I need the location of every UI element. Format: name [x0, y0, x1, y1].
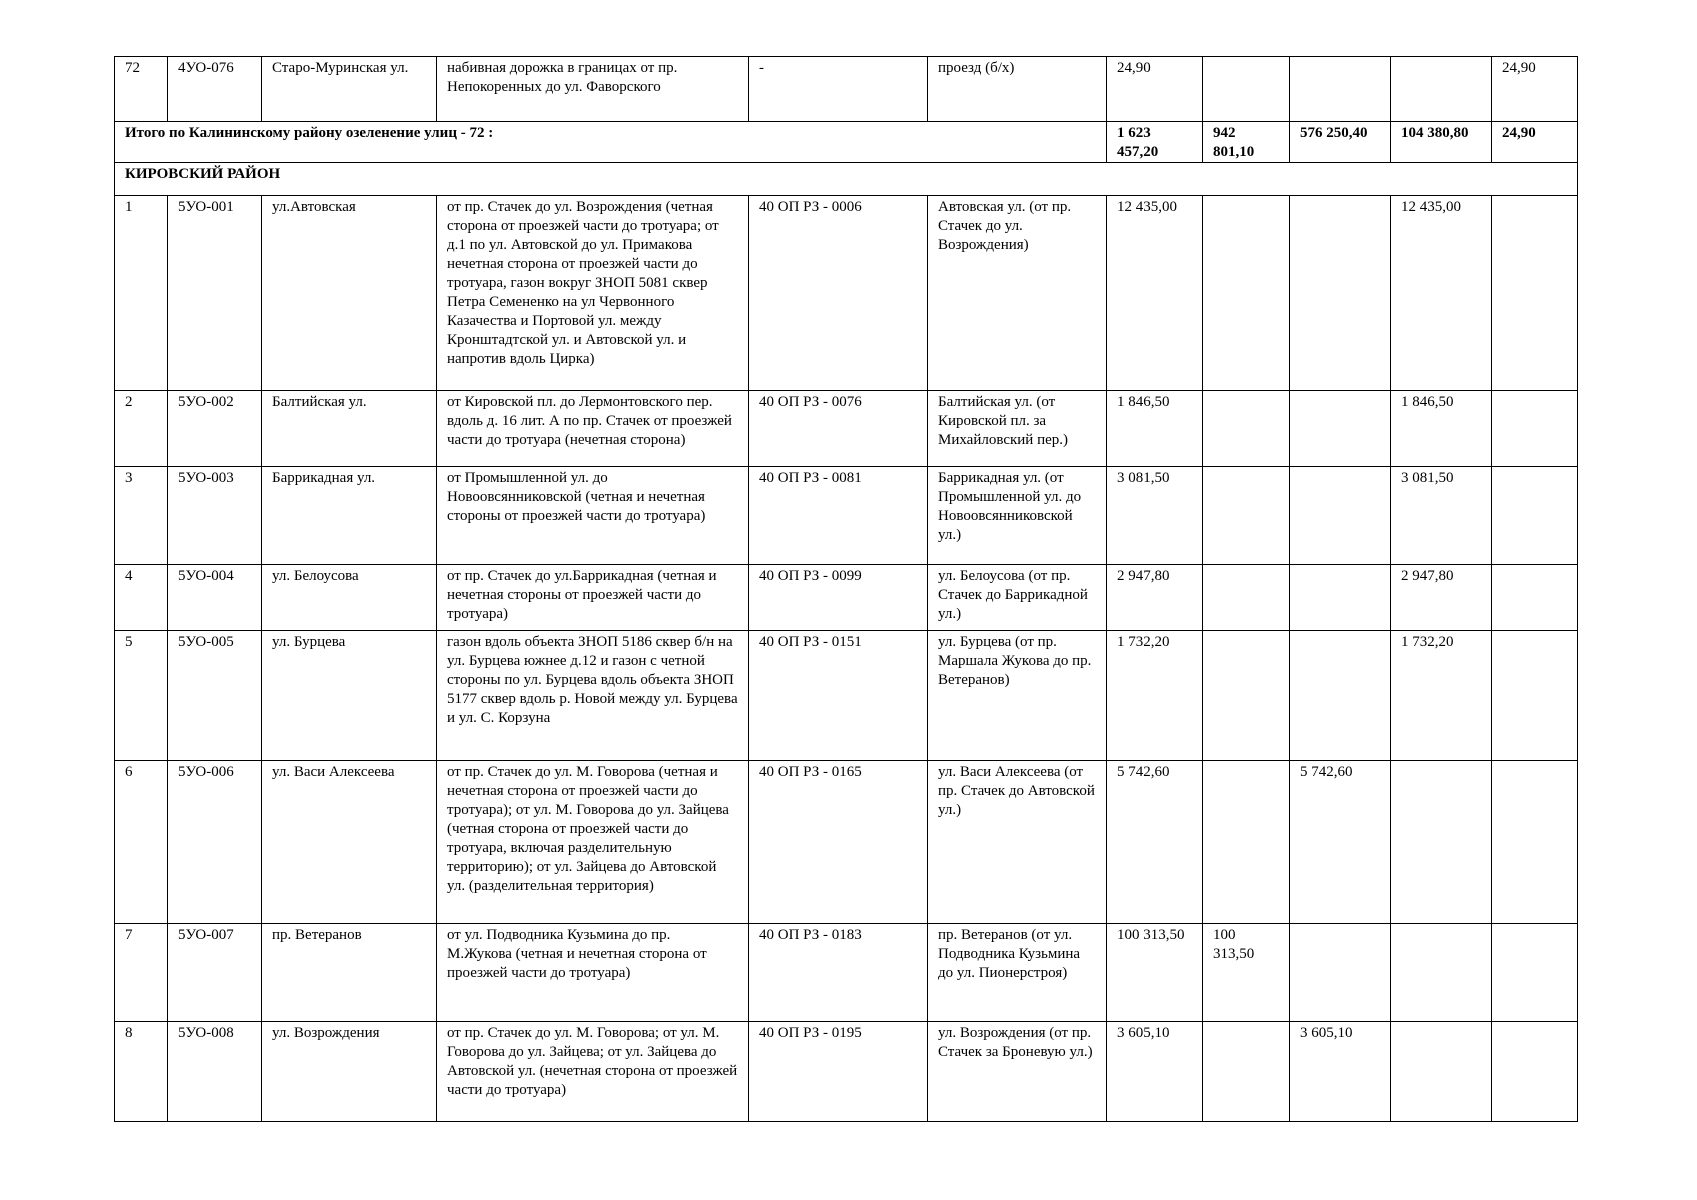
- total-area: 3 081,50: [1107, 467, 1203, 565]
- object-code: 5УО-003: [168, 467, 262, 565]
- row-number: 6: [115, 761, 168, 924]
- street-name: пр. Ветеранов: [262, 924, 437, 1022]
- area-col-3: 1 846,50: [1391, 391, 1492, 467]
- street-name: ул. Бурцева: [262, 631, 437, 761]
- area-col-2: [1290, 57, 1391, 122]
- area-col-4: [1492, 196, 1578, 391]
- road-name: пр. Ветеранов (от ул. Подводника Кузьмина до ул. Пионерстроя): [928, 924, 1107, 1022]
- section-title: КИРОВСКИЙ РАЙОН: [115, 163, 1578, 196]
- row-number: 5: [115, 631, 168, 761]
- object-code: 5УО-008: [168, 1022, 262, 1122]
- total-area: 3 605,10: [1107, 1022, 1203, 1122]
- street-name: Балтийская ул.: [262, 391, 437, 467]
- row-number: 1: [115, 196, 168, 391]
- object-code: 5УО-006: [168, 761, 262, 924]
- area-col-2: [1290, 391, 1391, 467]
- area-col-1: [1203, 57, 1290, 122]
- area-col-3: 2 947,80: [1391, 565, 1492, 631]
- description: от Кировской пл. до Лермонтовского пер. вдоль д. 16 лит. А по пр. Стачек от проезжей части до тротуара (нечетная сторона): [437, 391, 749, 467]
- row-number: 4: [115, 565, 168, 631]
- row-number: 7: [115, 924, 168, 1022]
- area-col-4: [1492, 631, 1578, 761]
- road-name: ул. Васи Алексеева (от пр. Стачек до Автовской ул.): [928, 761, 1107, 924]
- total-label: Итого по Калининскому району озеленение улиц - 72 :: [115, 122, 1107, 163]
- street-name: Старо-Муринская ул.: [262, 57, 437, 122]
- object-code: 5УО-002: [168, 391, 262, 467]
- area-col-2: [1290, 196, 1391, 391]
- road-code: 40 ОП РЗ - 0099: [749, 565, 928, 631]
- area-col-1: 100 313,50: [1203, 924, 1290, 1022]
- table-row: [115, 467, 1578, 565]
- area-col-1: [1203, 631, 1290, 761]
- description: от пр. Стачек до ул.Баррикадная (четная и нечетная стороны от проезжей части до тротуара): [437, 565, 749, 631]
- area-col-1: [1203, 761, 1290, 924]
- area-col-2: [1290, 565, 1391, 631]
- object-code: 5УО-007: [168, 924, 262, 1022]
- table-row: [115, 391, 1578, 467]
- table-row: [115, 565, 1578, 631]
- area-col-4: [1492, 761, 1578, 924]
- area-col-3: 3 081,50: [1391, 467, 1492, 565]
- row-number: 8: [115, 1022, 168, 1122]
- street-name: ул. Васи Алексеева: [262, 761, 437, 924]
- area-col-4: 24,90: [1492, 57, 1578, 122]
- area-col-3: [1391, 761, 1492, 924]
- area-col-4: [1492, 565, 1578, 631]
- area-col-4: [1492, 467, 1578, 565]
- road-name: ул. Белоусова (от пр. Стачек до Баррикадной ул.): [928, 565, 1107, 631]
- road-name: Баррикадная ул. (от Промышленной ул. до Новоовсянниковской ул.): [928, 467, 1107, 565]
- area-col-4: [1492, 1022, 1578, 1122]
- road-name: проезд (б/х): [928, 57, 1107, 122]
- total-col-2: 576 250,40: [1290, 122, 1391, 163]
- section-row: [115, 163, 1578, 196]
- area-col-1: [1203, 467, 1290, 565]
- greening-table: [114, 56, 1578, 1122]
- total-area: 12 435,00: [1107, 196, 1203, 391]
- table-row: [115, 196, 1578, 391]
- description: от пр. Стачек до ул. М. Говорова; от ул. М. Говорова до ул. Зайцева; от ул. Зайцева до Автовской ул. (нечетная сторона от проезжей части до тротуара): [437, 1022, 749, 1122]
- street-name: ул.Автовская: [262, 196, 437, 391]
- row-number: 72: [115, 57, 168, 122]
- area-col-2: 3 605,10: [1290, 1022, 1391, 1122]
- object-code: 5УО-001: [168, 196, 262, 391]
- road-code: 40 ОП РЗ - 0195: [749, 1022, 928, 1122]
- description: от пр. Стачек до ул. М. Говорова (четная и нечетная сторона от проезжей части до тротуара); от ул. М. Говорова до ул. Зайцева (четная сторона от проезжей части до тротуара, включая разделительную территорию); от ул. Зайцева до Автовской ул. (разделительная территория): [437, 761, 749, 924]
- area-col-2: [1290, 631, 1391, 761]
- row-number: 3: [115, 467, 168, 565]
- road-code: 40 ОП РЗ - 0151: [749, 631, 928, 761]
- road-code: -: [749, 57, 928, 122]
- table-row: [115, 924, 1578, 1022]
- area-col-1: [1203, 1022, 1290, 1122]
- road-code: 40 ОП РЗ - 0183: [749, 924, 928, 1022]
- total-area: 2 947,80: [1107, 565, 1203, 631]
- table-row: [115, 1022, 1578, 1122]
- description: от ул. Подводника Кузьмина до пр. М.Жукова (четная и нечетная сторона от проезжей части до тротуара): [437, 924, 749, 1022]
- total-area: 1 846,50: [1107, 391, 1203, 467]
- total-col-3: 104 380,80: [1391, 122, 1492, 163]
- area-col-3: [1391, 57, 1492, 122]
- street-name: ул. Белоусова: [262, 565, 437, 631]
- area-col-2: [1290, 467, 1391, 565]
- table-row: [115, 57, 1578, 122]
- total-area: 1 732,20: [1107, 631, 1203, 761]
- street-name: Баррикадная ул.: [262, 467, 437, 565]
- area-col-3: 12 435,00: [1391, 196, 1492, 391]
- street-name: ул. Возрождения: [262, 1022, 437, 1122]
- district-total-row: [115, 122, 1578, 163]
- road-name: ул. Бурцева (от пр. Маршала Жукова до пр. Ветеранов): [928, 631, 1107, 761]
- description: газон вдоль объекта ЗНОП 5186 сквер б/н на ул. Бурцева южнее д.12 и газон с четной стороны по ул. Бурцева вдоль объекта ЗНОП 5177 сквер вдоль р. Новой между ул. Бурцева и ул. С. Корзуна: [437, 631, 749, 761]
- total-area: 24,90: [1107, 57, 1203, 122]
- total-col-4: 24,90: [1492, 122, 1578, 163]
- total-col-1: 942 801,10: [1203, 122, 1290, 163]
- road-code: 40 ОП РЗ - 0076: [749, 391, 928, 467]
- road-code: 40 ОП РЗ - 0081: [749, 467, 928, 565]
- area-col-2: [1290, 924, 1391, 1022]
- object-code: 5УО-004: [168, 565, 262, 631]
- total-sum: 1 623 457,20: [1107, 122, 1203, 163]
- area-col-3: 1 732,20: [1391, 631, 1492, 761]
- area-col-4: [1492, 391, 1578, 467]
- description: от пр. Стачек до ул. Возрождения (четная сторона от проезжей части до тротуара; от д.1 по ул. Автовской до ул. Примакова нечетная сторона от проезжей части до тротуара, газон вокруг ЗНОП 5081 сквер Петра Семененко на ул Червонного Казачества и Портовой ул. между Кронштадтской ул. и Автовской ул. и напротив вдоль Цирка): [437, 196, 749, 391]
- area-col-4: [1492, 924, 1578, 1022]
- object-code: 5УО-005: [168, 631, 262, 761]
- table-row: [115, 761, 1578, 924]
- description: от Промышленной ул. до Новоовсянниковской (четная и нечетная стороны от проезжей части до тротуара): [437, 467, 749, 565]
- area-col-3: [1391, 1022, 1492, 1122]
- area-col-1: [1203, 391, 1290, 467]
- area-col-1: [1203, 196, 1290, 391]
- table-row: [115, 631, 1578, 761]
- description: набивная дорожка в границах от пр. Непокоренных до ул. Фаворского: [437, 57, 749, 122]
- area-col-1: [1203, 565, 1290, 631]
- area-col-2: 5 742,60: [1290, 761, 1391, 924]
- area-col-3: [1391, 924, 1492, 1022]
- road-name: Балтийская ул. (от Кировской пл. за Михайловский пер.): [928, 391, 1107, 467]
- road-code: 40 ОП РЗ - 0165: [749, 761, 928, 924]
- total-area: 5 742,60: [1107, 761, 1203, 924]
- road-name: Автовская ул. (от пр. Стачек до ул. Возрождения): [928, 196, 1107, 391]
- road-code: 40 ОП РЗ - 0006: [749, 196, 928, 391]
- row-number: 2: [115, 391, 168, 467]
- object-code: 4УО-076: [168, 57, 262, 122]
- road-name: ул. Возрождения (от пр. Стачек за Броневую ул.): [928, 1022, 1107, 1122]
- total-area: 100 313,50: [1107, 924, 1203, 1022]
